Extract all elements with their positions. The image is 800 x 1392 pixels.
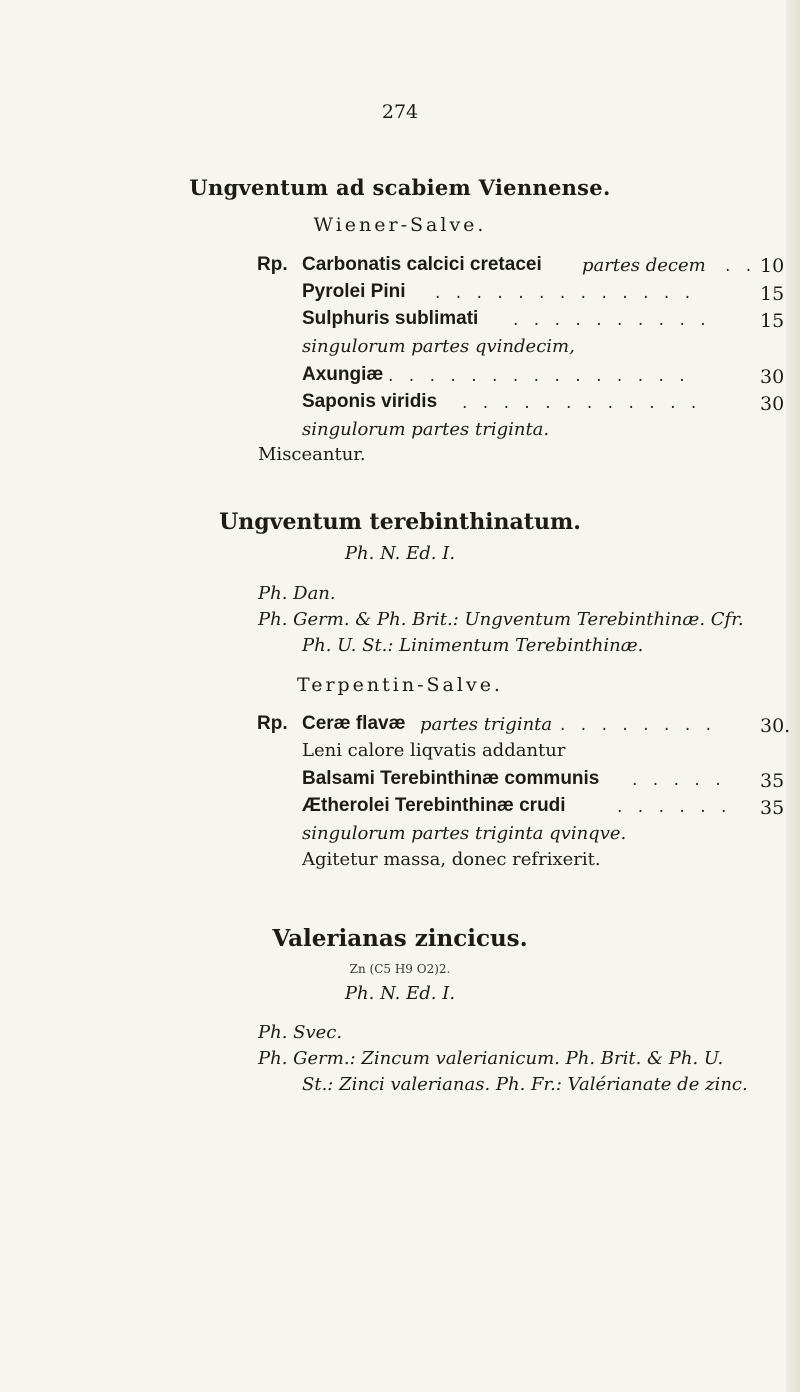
leader-dots: . . . . . . . . . . . . . xyxy=(435,283,696,303)
chemical-formula: Zn (C5 H9 O2)2. xyxy=(349,962,451,976)
leader-dots: . . . . . . . . . . . . xyxy=(462,393,702,413)
section-title-ungventum-terebinthinatum: Ungventum terebinthinatum. xyxy=(219,509,581,535)
ingredient-name: Axungiæ xyxy=(302,364,384,385)
ingredient-name: Sulphuris sublimati xyxy=(302,308,479,329)
rp-label: Rp. xyxy=(257,254,288,275)
ingredient-amount: 35 xyxy=(760,770,785,792)
german-name-wiener-salve: Wiener-Salve. xyxy=(313,214,487,236)
ingredient-note: partes decem xyxy=(582,255,706,276)
reference-line: Ph. Svec. xyxy=(258,1022,343,1043)
ingredient-amount: 10 xyxy=(760,255,785,277)
ingredient-amount: 30 xyxy=(760,366,785,388)
reference-line: Ph. Germ.: Zincum valerianicum. Ph. Brit. & Ph. U. xyxy=(258,1048,724,1069)
reference-line: Ph. Germ. & Ph. Brit.: Ungventum Terebinthinæ. Cfr. xyxy=(258,609,744,630)
ingredient-amount: 15 xyxy=(760,310,785,332)
leader-dots: . . . . . . xyxy=(617,797,732,817)
pharmacopoeia-reference: Ph. N. Ed. I. xyxy=(344,983,456,1004)
ingredient-amount: 35 xyxy=(760,797,785,819)
recipe-line xyxy=(0,391,800,417)
rp-label: Rp. xyxy=(257,713,288,734)
ingredient-amount: 30. xyxy=(760,715,791,737)
ingredient-name: Ceræ flavæ xyxy=(302,713,406,734)
dose-instruction: singulorum partes triginta. xyxy=(302,419,550,440)
reference-line: Ph. Dan. xyxy=(258,583,336,604)
ingredient-amount: 30 xyxy=(760,393,785,415)
section-title-valerianas-zincicus: Valerianas zincicus. xyxy=(272,925,528,952)
pharmacopoeia-reference: Ph. N. Ed. I. xyxy=(344,543,456,564)
ingredient-name: Pyrolei Pini xyxy=(302,281,406,302)
ingredient-note: partes triginta xyxy=(420,714,553,735)
leader-dots: . . . . . . . . . . . . . . . xyxy=(388,366,690,386)
closing-instruction: Misceantur. xyxy=(258,444,366,465)
recipe-line xyxy=(0,281,800,307)
ingredient-name: Carbonatis calcici cretacei xyxy=(302,254,542,275)
german-name-terpentin-salve: Terpentin-Salve. xyxy=(297,674,503,696)
leader-dots: . . . . . xyxy=(632,770,726,790)
leader-dots: . . . . . . . . xyxy=(560,715,717,735)
dose-instruction: singulorum partes qvindecim, xyxy=(302,336,575,357)
reference-line: St.: Zinci valerianas. Ph. Fr.: Valérianate de zinc. xyxy=(302,1074,748,1095)
recipe-line xyxy=(0,713,800,739)
ingredient-name: Balsami Terebinthinæ communis xyxy=(302,768,600,789)
leader-dots: . . . . . . . . . . xyxy=(513,310,711,330)
recipe-line xyxy=(0,795,800,821)
ingredient-name: Ætherolei Terebinthinæ crudi xyxy=(302,795,566,816)
reference-line: Ph. U. St.: Linimentum Terebinthinæ. xyxy=(302,635,644,656)
closing-instruction: Agitetur massa, donec refrixerit. xyxy=(302,849,601,870)
preparation-instruction: Leni calore liqvatis addantur xyxy=(302,740,566,761)
section-title-ungventum-scabiem: Ungventum ad scabiem Viennense. xyxy=(189,175,611,200)
recipe-line xyxy=(0,364,800,390)
ingredient-amount: 15 xyxy=(760,283,785,305)
leader-dots: . . xyxy=(725,256,757,276)
page-edge xyxy=(786,0,800,1392)
ingredient-name: Saponis viridis xyxy=(302,391,438,412)
page-number: 274 xyxy=(381,101,419,123)
recipe-line xyxy=(0,308,800,334)
recipe-line xyxy=(0,254,800,280)
dose-instruction: singulorum partes triginta qvinqve. xyxy=(302,823,627,844)
recipe-line xyxy=(0,768,800,794)
